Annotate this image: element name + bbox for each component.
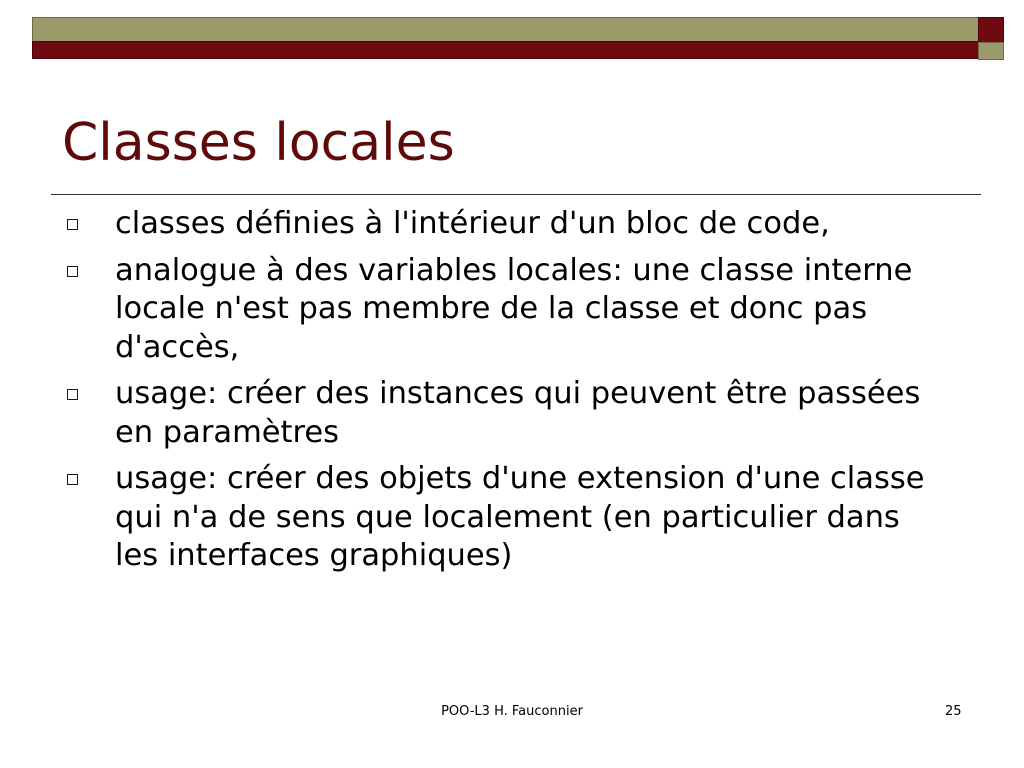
header-square-maroon (978, 17, 1004, 43)
page-number: 25 (945, 704, 962, 719)
bullet-item (0, 252, 935, 368)
bullet-text: classes définies à l'intérieur d'un bloc de code, (115, 206, 830, 241)
footer-author: POO-L3 H. Fauconnier (441, 704, 583, 719)
title-divider (51, 194, 981, 195)
bullet-text: analogue à des variables locales: une classe interne locale n'est pas membre de la classe et donc pas d'accès, (115, 252, 913, 365)
bullet-item (0, 375, 935, 452)
header-bar-maroon (32, 41, 979, 59)
square-bullet-icon (67, 266, 78, 277)
square-bullet-icon (67, 474, 78, 485)
square-bullet-icon (67, 389, 78, 400)
bullet-text: usage: créer des objets d'une extension d'une classe qui n'a de sens que localement (en particulier dans les interfaces graphiques) (115, 461, 925, 573)
square-bullet-icon (67, 219, 78, 230)
header-square-olive (978, 42, 1004, 60)
slide-title: Classes locales (62, 113, 455, 173)
bullet-list (0, 205, 1024, 584)
header-bar-olive (32, 17, 979, 42)
bullet-text: usage: créer des instances qui peuvent être passées en paramètres (115, 376, 921, 450)
bullet-item (0, 205, 935, 244)
bullet-item (0, 460, 935, 576)
